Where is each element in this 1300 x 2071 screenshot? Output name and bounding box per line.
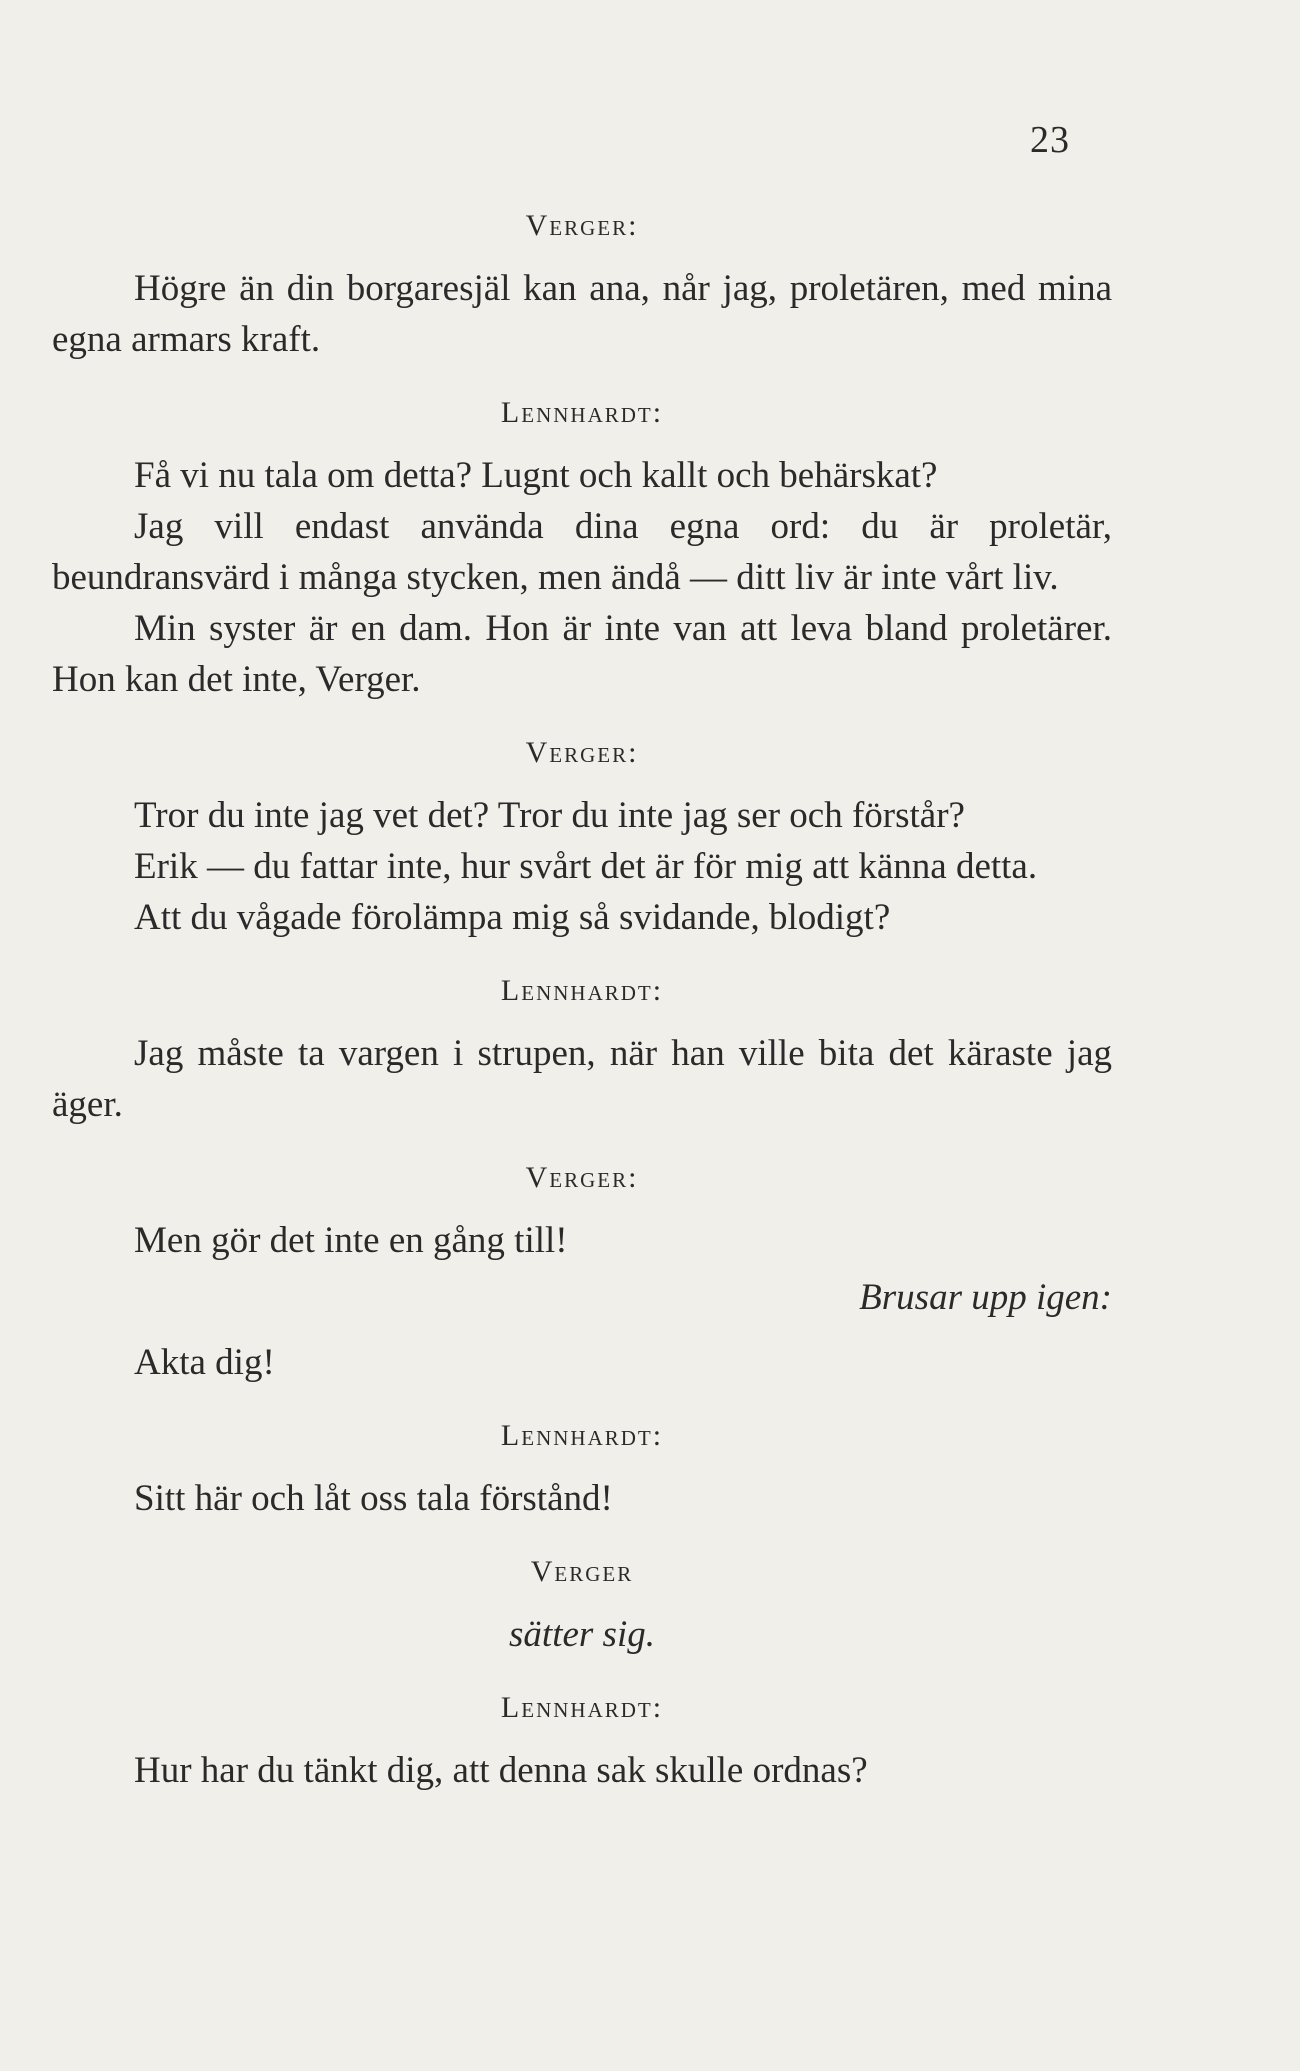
dialogue-paragraph: Tror du inte jag vet det? Tror du inte jag ser och förstår? <box>134 795 965 836</box>
dialogue-paragraph: Min syster är en dam. Hon är inte van att leva bland proletärer. Hon kan det inte, Verger. <box>52 608 1112 700</box>
dialogue-paragraph: Jag måste ta vargen i strupen, när han ville bita det käraste jag äger. <box>52 1033 1112 1125</box>
dialogue-paragraph: Hur har du tänkt dig, att denna sak skulle ordnas? <box>134 1750 868 1791</box>
page-number: 23 <box>1030 119 1070 161</box>
speaker-name: Lennhardt: <box>500 396 664 429</box>
dialogue-paragraph: Erik — du fattar inte, hur svårt det är för mig att känna detta. <box>134 846 1038 887</box>
dialogue-paragraph: Högre än din borgaresjäl kan ana, når jag, proletären, med mina egna armars kraft. <box>52 268 1112 360</box>
dialogue-paragraph: Jag vill endast använda dina egna ord: du är proletär, beundransvärd i många stycken, men ändå — ditt liv är inte vårt liv. <box>52 506 1112 598</box>
speaker-name: Verger <box>530 1555 634 1588</box>
dialogue-paragraph: Sitt här och låt oss tala förstånd! <box>134 1478 613 1519</box>
dialogue-paragraph: Akta dig! <box>134 1342 275 1383</box>
play-text <box>52 200 1112 1796</box>
speaker-name: Lennhardt: <box>500 974 664 1007</box>
dialogue-paragraph: Att du vågade förolämpa mig så svidande, blodigt? <box>134 897 891 938</box>
speaker-name: Lennhardt: <box>500 1691 664 1724</box>
speaker-name: Verger: <box>525 1161 639 1194</box>
stage-direction: Brusar upp igen: <box>859 1277 1112 1318</box>
stage-direction: sätter sig. <box>509 1614 655 1655</box>
dialogue-paragraph: Men gör det inte en gång till! <box>134 1220 568 1261</box>
speaker-name: Lennhardt: <box>500 1419 664 1452</box>
speaker-name: Verger: <box>525 736 639 769</box>
dialogue-paragraph: Få vi nu tala om detta? Lugnt och kallt och behärskat? <box>134 455 938 496</box>
speaker-name: Verger: <box>525 209 639 242</box>
